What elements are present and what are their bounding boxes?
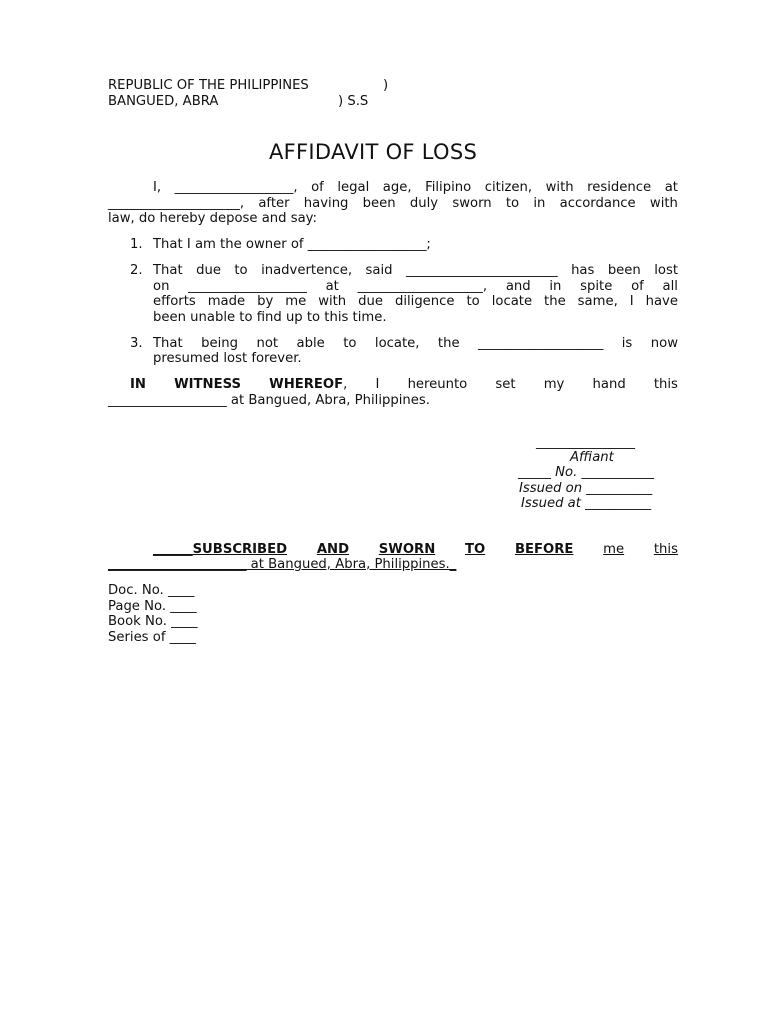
header-paren: ) <box>383 78 389 93</box>
jurat-word: SWORN <box>378 542 436 557</box>
item-3-word: the <box>437 336 460 351</box>
affiant-signature-line: _______________ <box>536 435 635 450</box>
witness-line-2: __________________ at Bangued, Abra, Philippines. <box>108 393 430 408</box>
item-2-word: lost <box>654 263 678 278</box>
intro-word: I, <box>153 180 162 195</box>
witness-word: hand <box>592 377 626 392</box>
item-3-word: That <box>153 336 183 351</box>
item-2-line-4: been unable to find up to this time. <box>153 310 387 325</box>
book-number: Book No. ____ <box>108 614 198 629</box>
jurat-line-1 <box>153 542 678 558</box>
intro-word: citizen, <box>484 180 533 195</box>
affiant-label: Affiant <box>570 450 614 465</box>
document-title: AFFIDAVIT OF LOSS <box>269 140 478 164</box>
witness-word: IN <box>130 377 146 392</box>
intro-word: with <box>545 180 574 195</box>
item-3-word: being <box>201 336 239 351</box>
intro-line-2 <box>108 196 678 212</box>
jurat-paragraph <box>108 542 678 576</box>
item-2-word: the <box>544 294 566 309</box>
item-3-number: 3. <box>130 336 143 351</box>
doc-number: Doc. No. ____ <box>108 583 195 598</box>
item-2-word: of <box>631 279 644 294</box>
intro-blank-residence: ____________________, <box>108 196 245 211</box>
item-3 <box>108 336 678 368</box>
jurat-line-2: _____________________ at Bangued, Abra, Philippines._ <box>108 557 457 572</box>
witness-word: hereunto <box>407 377 468 392</box>
item-2-word: me <box>285 294 307 309</box>
intro-word: having <box>303 196 349 211</box>
jurat-word: AND <box>316 542 350 557</box>
item-2-word: at <box>325 279 339 294</box>
intro-line-1 <box>153 180 678 196</box>
item-3-line-1 <box>153 336 678 352</box>
item-3-word: is <box>621 336 633 351</box>
intro-paragraph <box>108 180 678 230</box>
item-3-word: locate, <box>374 336 420 351</box>
item-3-word: to <box>343 336 357 351</box>
item-2-word: efforts <box>153 294 196 309</box>
item-2-word: all <box>662 279 678 294</box>
item-2-word: inadvertence, <box>261 263 353 278</box>
intro-word: to <box>505 196 520 211</box>
witness-paragraph <box>108 377 678 409</box>
item-2-word: due <box>358 294 383 309</box>
item-1-text: That I am the owner of __________________; <box>153 237 431 252</box>
item-2-number: 2. <box>130 263 143 278</box>
intro-word: sworn <box>452 196 492 211</box>
intro-word: of <box>311 180 324 195</box>
item-3-line-2: presumed lost forever. <box>153 351 302 366</box>
item-2-word: have <box>645 294 678 309</box>
affiant-issued-on: Issued on __________ <box>519 481 653 496</box>
witness-word: this <box>653 377 678 392</box>
witness-word: set <box>495 377 516 392</box>
jurat-text: ______SUBSCRIBED <box>153 542 288 557</box>
item-2-word: said <box>365 263 393 278</box>
item-2-word: with <box>318 294 347 309</box>
intro-word: at <box>664 180 678 195</box>
item-2-word: in <box>549 279 562 294</box>
item-2-word: and <box>505 279 531 294</box>
affiant-issued-at: Issued at __________ <box>521 496 652 511</box>
item-1 <box>108 237 678 253</box>
witness-line-1 <box>130 377 678 393</box>
intro-blank-name: __________________, <box>174 180 298 195</box>
item-2-blank-date: __________________ <box>188 279 307 294</box>
intro-word: in <box>533 196 546 211</box>
jurat-word: TO <box>464 542 486 557</box>
item-2-word: same, <box>577 294 618 309</box>
header-ss: ) S.S <box>338 94 369 109</box>
item-1-number: 1. <box>130 237 143 252</box>
intro-word: after <box>258 196 290 211</box>
intro-word: been <box>362 196 396 211</box>
item-2-word: made <box>207 294 246 309</box>
header-republic: REPUBLIC OF THE PHILIPPINES <box>108 78 309 93</box>
item-3-blank-item: ___________________ <box>478 336 604 351</box>
item-2 <box>108 263 678 327</box>
item-2-word: I <box>629 294 634 309</box>
jurat-word: me <box>603 542 625 557</box>
series-number: Series of ____ <box>108 630 197 645</box>
item-2-word: on <box>153 279 170 294</box>
item-2-word: has <box>571 263 595 278</box>
intro-word: residence <box>587 180 652 195</box>
witness-word: I <box>375 377 380 392</box>
item-2-blank-place: ___________________, <box>357 279 488 294</box>
item-2-word: to <box>466 294 480 309</box>
intro-word: age, <box>382 180 412 195</box>
page-number: Page No. ____ <box>108 599 197 614</box>
intro-word: accordance <box>559 196 636 211</box>
item-2-word: That <box>153 263 183 278</box>
intro-word: legal <box>337 180 370 195</box>
item-2-word: diligence <box>394 294 455 309</box>
item-2-line-2 <box>153 279 678 295</box>
item-2-blank-item: _______________________ <box>405 263 558 278</box>
item-2-word: due <box>196 263 221 278</box>
item-3-word: able <box>296 336 325 351</box>
item-2-word: by <box>257 294 274 309</box>
intro-word: Filipino <box>425 180 472 195</box>
item-2-word: locate <box>491 294 533 309</box>
intro-word: with <box>649 196 678 211</box>
affiant-id-number: _____ No. ___________ <box>518 465 655 480</box>
intro-word: duly <box>409 196 439 211</box>
item-2-word: spite <box>580 279 613 294</box>
item-2-line-1 <box>153 263 678 279</box>
witness-word: WITNESS <box>174 377 242 392</box>
item-3-word: not <box>256 336 279 351</box>
item-2-word: to <box>234 263 248 278</box>
intro-line-3: law, do hereby depose and say: <box>108 211 317 226</box>
item-2-word: been <box>607 263 641 278</box>
header-bangued: BANGUED, ABRA <box>108 94 219 109</box>
item-2-line-3 <box>153 294 678 310</box>
witness-word: WHEREOF, <box>269 377 348 392</box>
item-3-word: now <box>650 336 678 351</box>
jurat-word: BEFORE <box>514 542 574 557</box>
witness-word: my <box>543 377 565 392</box>
jurat-word: this <box>653 542 678 557</box>
